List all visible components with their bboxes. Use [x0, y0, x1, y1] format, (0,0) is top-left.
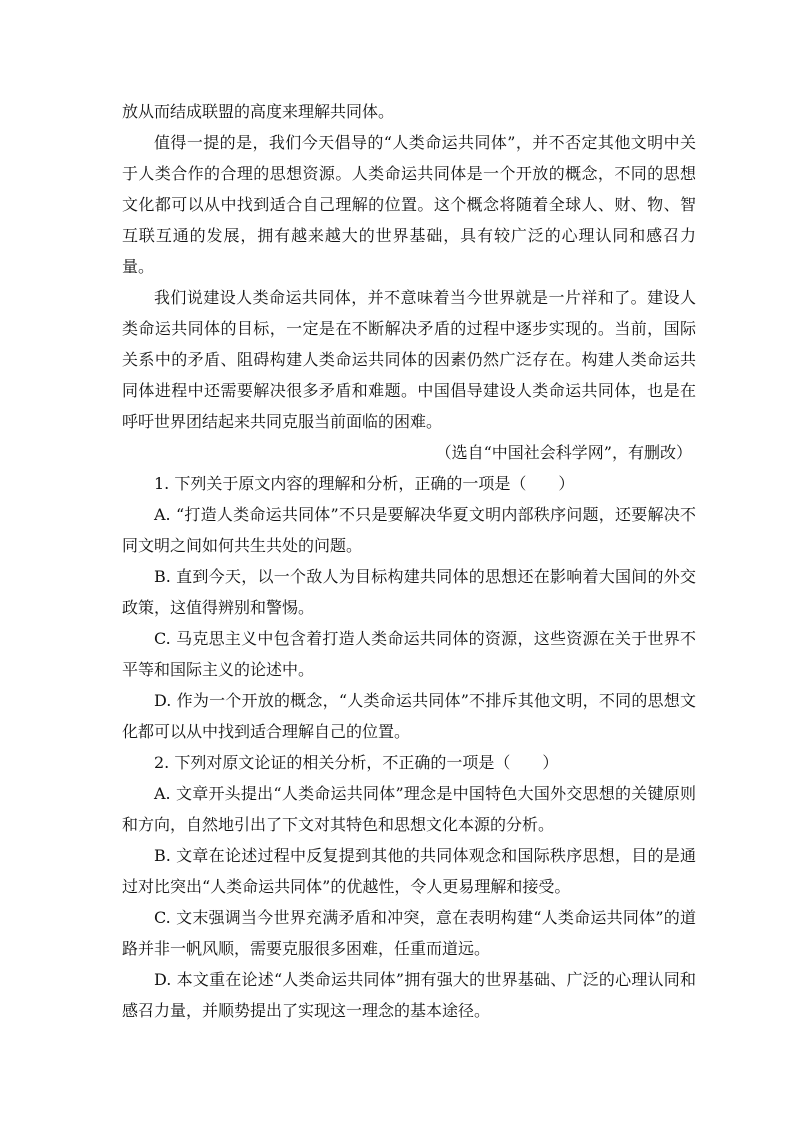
- article-source: （选自“中国社会科学网”，有删改）: [435, 443, 692, 462]
- question-1-stem: 1. 下列关于原文内容的理解和分析，正确的一项是（ ）: [154, 474, 575, 493]
- question-2-option-a: A. 文章开头提出“人类命运共同体”理念是中国特色大国外交思想的关键原则和方向，自然地引出了下文对其特色和思想文化本源的分析。: [122, 784, 696, 834]
- question-2-option-b: B. 文章在论述过程中反复提到其他的共同体观念和国际秩序思想，目的是通过对比突出“人类命运共同体”的优越性，令人更易理解和接受。: [122, 846, 696, 896]
- article-paragraph-1: 放从而结成联盟的高度来理解共同体。: [122, 102, 395, 121]
- article-paragraph-3: 我们说建设人类命运共同体，并不意味着当今世界就是一片祥和了。建设人类命运共同体的目标，一定是在不断解决矛盾的过程中逐步实现的。当前，国际关系中的矛盾、阻碍构建人类命运共同体的因素仍然广泛存在。构建人类命运共同体进程中还需要解决很多矛盾和难题。中国倡导建设人类命运共同体，也是在呼吁世界团结起来共同克服当前面临的困难。: [122, 288, 696, 431]
- question-1-option-d: D. 作为一个开放的概念，“人类命运共同体”不排斥其他文明，不同的思想文化都可以从中找到适合理解自己的位置。: [122, 691, 696, 741]
- question-1-option-c: C. 马克思主义中包含着打造人类命运共同体的资源，这些资源在关于世界不平等和国际主义的论述中。: [122, 629, 696, 679]
- question-2-option-d: D. 本文重在论述“人类命运共同体”拥有强大的世界基础、广泛的心理认同和感召力量，并顺势提出了实现这一理念的基本途径。: [122, 970, 696, 1020]
- question-2-option-c: C. 文末强调当今世界充满矛盾和冲突，意在表明构建“人类命运共同体”的道路并非一帆风顺，需要克服很多困难，任重而道远。: [122, 908, 696, 958]
- question-1-option-a: A. “打造人类命运共同体”不只是要解决华夏文明内部秩序问题，还要解决不同文明之间如何共生共处的问题。: [122, 505, 696, 555]
- article-paragraph-2: 值得一提的是，我们今天倡导的“人类命运共同体”，并不否定其他文明中关于人类合作的合理的思想资源。人类命运共同体是一个开放的概念，不同的思想文化都可以从中找到适合自己理解的位置。这个概念将随着全球人、财、物、智互联互通的发展，拥有越来越大的世界基础，具有较广泛的心理认同和感召力量。: [122, 133, 696, 276]
- question-2-stem: 2. 下列对原文论证的相关分析，不正确的一项是（ ）: [154, 753, 559, 772]
- question-1-option-b: B. 直到今天，以一个敌人为目标构建共同体的思想还在影响着大国间的外交政策，这值得辨别和警惕。: [122, 567, 696, 617]
